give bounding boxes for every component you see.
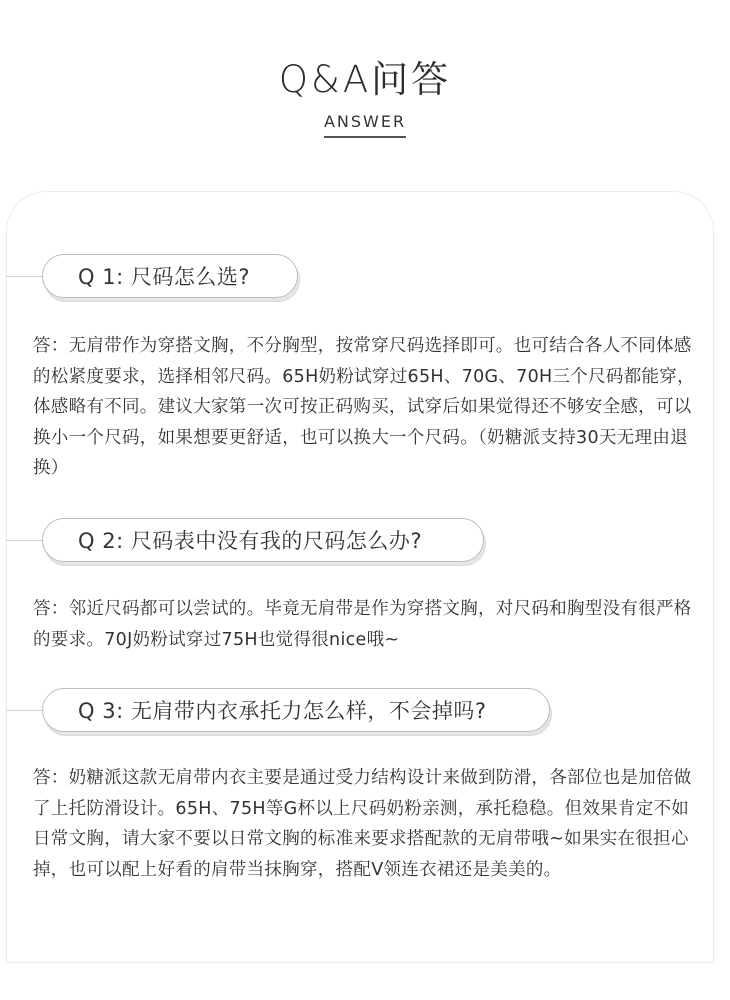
card-divider	[6, 962, 714, 963]
page-title: Q&A问答	[278, 58, 452, 101]
page-subtitle: ANSWER	[324, 112, 406, 138]
question-pill-3	[42, 688, 550, 732]
question-pill-2	[42, 518, 484, 562]
answer-text-1: 答：无肩带作为穿搭文胸，不分胸型，按常穿尺码选择即可。也可结合各人不同体感的松紧度要求，选择相邻尺码。65H奶粉试穿过65H、70G、70H三个尺码都能穿，体感略有不同。建议大家第一次可按正码购买，试穿后如果觉得还不够安全感，可以换小一个尺码，如果想要更舒适，也可以换大一个尺码。（奶糖派支持30天无理由退换）	[33, 336, 695, 478]
answer-text-3: 答：奶糖派这款无肩带内衣主要是通过受力结构设计来做到防滑，各部位也是加倍做了上托防滑设计。65H、75H等G杯以上尺码奶粉亲测，承托稳稳。但效果肯定不如日常文胸，请大家不要以日常文胸的标准来要求搭配款的无肩带哦~如果实在很担心掉，也可以配上好看的肩带当抹胸穿，搭配V领连衣裙还是美美的。	[33, 768, 692, 880]
question-text: Q 2: 尺码表中没有我的尺码怎么办?	[78, 529, 422, 553]
question-connector-line	[6, 276, 46, 277]
question-connector-line	[6, 540, 46, 541]
question-text: Q 1: 尺码怎么选?	[78, 265, 250, 289]
page-header	[0, 56, 730, 138]
question-pill-1	[42, 254, 298, 298]
answer-text-2: 答：邻近尺码都可以尝试的。毕竟无肩带是作为穿搭文胸，对尺码和胸型没有很严格的要求。70J奶粉试穿过75H也觉得很nice哦~	[33, 599, 692, 650]
question-text: Q 3: 无肩带内衣承托力怎么样，不会掉吗?	[78, 699, 487, 723]
question-connector-line	[6, 710, 46, 711]
